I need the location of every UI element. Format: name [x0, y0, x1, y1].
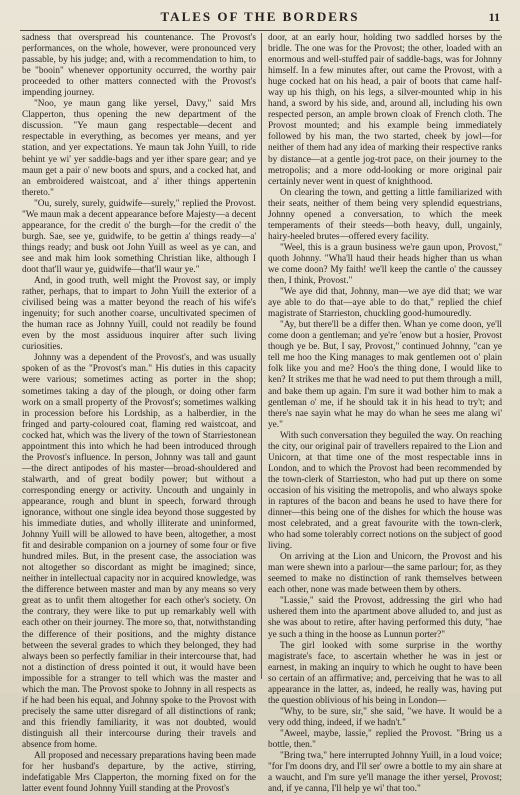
paragraph: "We aye did that, Johnny, man—we aye did that; we war aye able to do that—aye able to do that," replied the chief magistrate of Starrieston, chuckling good-humouredly. [268, 287, 502, 320]
paragraph: sadness that overspread his countenance. The Provost's performances, on the whole, however, were pronounced very passable, by his judge; and, with a recommendation to him, to be "booin" whenever opportunity occurred, the worthy pair proceeded to other matters connected with the Provost's impending journey. [22, 33, 256, 99]
paragraph: "Aweel, maybe, lassie," replied the Provost. "Bring us a bottle, then." [268, 728, 502, 750]
paragraph: door, at an early hour, holding two saddled horses by the bridle. The one was for the Provost; the other, loaded with an enormous and well-stuffed pair of saddle-bags, was for Johnny himself. In a few minutes after, out came the Provost, with a huge cocked hat on his head, a pair of boots that came half-way up his thigh, on his legs, a silver-mounted whip in his hand, a sword by his side, and, around all, including his own respected person, an ample brown cloak of French cloth. The Provost mounted; and his example being immediately followed by his man, the two started, cheek by jowl—for neither of them had any idea of marking their respective ranks by distance—at a gentle jog-trot pace, on their journey to the metropolis; and a more odd-looking or more original pair certainly never went in quest of knighthood. [268, 33, 503, 187]
paragraph: The girl looked with some surprise in the worthy magistrate's face, to ascertain whether he was in jest or earnest, in making an inquiry to which he ought to have been so certain of an affirmative; and, perceiving that he was to all appearance in the latter, as, indeed, he really was, having put the question oblivious of his being in London— [268, 640, 502, 706]
paragraph: All proposed and necessary preparations having been made for her husband's departure, by the active, stirring, indefatigable Mrs Clapperton, the morning fixed on for the latter event found Johnny Yuill standing at the Provost's [22, 751, 256, 795]
paragraph: "Noo, ye maun gang like yersel, Davy," said Mrs Clapperton, thus opening the new department of the discussion. "Ye maun gang respectable—decent and respectable in everything, as becomes yer means, and yer station, and yer expectations. Ye maun tak John Yuill, to ride behint ye wi' yer saddle-bags and yer ither spare gear; and ye maun get a pair o' new boots and spurs, and a cocked hat, and an embroidered waistcoat, and a' ither things appertenin thereto." [22, 99, 256, 198]
right-column [263, 33, 503, 795]
paragraph: "Weel, this is a graun business we're gaun upon, Provost," quoth Johnny. "Wha'll haud their heads higher than us whan we come doon? My faith! we'll keep the cantle o' the caussey then, I think, Provost." [268, 242, 502, 287]
paragraph: "Why, to be sure, sir," she said, "we have. It would be a very odd thing, indeed, if we hadn't." [268, 706, 502, 728]
paragraph: "Ou, surely, surely, guidwife—surely," replied the Provost. "We maun mak a decent appearance before Majesty—a decent appearance, for the credit o' the burgh—for the credit o' the burgh. Sae, see ye, guidwife, to be gettin a' things ready—a' things ready; and busk oot John Yuill as weel as ye can, and see and mak him look something Christian like, although I doot that'll waur ye, guidwife—that'll waur ye." [22, 198, 256, 275]
column-rule [261, 33, 262, 679]
page-number: 11 [488, 10, 500, 24]
paragraph: "Ay, but there'll be a differ then. Whan ye come doon, ye'll come doon a gentleman; and ye're 'enow but a hosier, Provost though ye be. But, I say, Provost," continued Johnny, "can ye tell me hoo the King manages to mak gentlemen oot o' plain folk like you and me? Hoo's the thing done, I would like to ken? It strikes me that he wad need to put them through a mill, and bake them up again. I'm sure it wad bother him to mak a gentleman o' me, if he should tak it in his head to try't; and there's nae sayin what he may do whan he sees me alang wi' ye." [268, 320, 502, 430]
paragraph: Johnny was a dependent of the Provost's, and was usually spoken of as the "Provost's man." His duties in this capacity were various; sometimes acting as porter in the shop; sometimes taking a day of the plough, or doing other farm work on a small property of the Provost's; sometimes walking in procession before his Lordship, as a halberdier, in the fringed and party-coloured coat, flaming red waistcoat, and cocked hat, which was the livery of the town of Starriestonean appointment this into which he had been introduced through the Provost's influence. In person, Johnny was tall and gaunt—the direct antipodes of his master—broad-shouldered and stalwarth, and of great bodily power; but without a corresponding energy or activity. Uncouth and ungainly in appearance, rough and blunt in speech, forward through ignorance, without one single idea beyond those suggested by his immediate duties, and wholly illiterate and uninformed, Johnny Yuill will be allowed to have been, altogether, a most fit and desirable companion on a journey of some four or five hundred miles. But, in the present case, the association was not altogether so discordant as might be imagined; since, neither in intellectual capacity nor in acquired knowledge, was the difference between master and man by any means so very great as to unfit them altogether for each other's society. On the contrary, they were like to put up remarkably well with each other on their journey. The more so, that, notwithstanding the difference of their positions, and the mighty distance between the several grades to which they belonged, they had always been so perfectly familiar in their intercourse that, had not a distinction of dress pointed it out, it would have been impossible for a stranger to tell which was the master and which the man. The Provost spoke to Johnny in all respects as if he had been his equal, and Johnny spoke to the Provost with precisely the same utter disregard of all distinctions of rank; and this friendly familiarity, it was not doubted, would distinguish all their intercourse during their travels and absence from home. [22, 353, 256, 750]
paragraph: With such conversation they beguiled the way. On reaching the city, our original pair of travellers repaired to the Lion and Unicorn, at that time one of the most respectable inns in London, and to which the Provost had been recommended by the town-clerk of Starrieston, who had put up there on some occasion of his visiting the metropolis, and who always spoke in raptures of the bacon and beans he used to have there for dinner—this being one of the dishes for which the house was most celebrated, and a great favourite with the town-clerk, who had some tolerably correct notions on the subject of good living. [268, 430, 502, 552]
paragraph: "Lassie," said the Provost, addressing the girl who had ushered them into the apartment above alluded to, and just as she was about to retire, after having performed this duty, "hae ye such a thing in the hoose as Lunnun porter?" [268, 596, 502, 640]
paragraph: On arriving at the Lion and Unicorn, the Provost and his man were shewn into a parlour—the same parlour; for, as they seemed to make no distinction of rank themselves between each other, none was made between them by others. [268, 552, 502, 596]
paragraph: And, in good truth, well might the Provost say, or imply rather, perhaps, that to impart to John Yuill the exterior of a civilised being was a matter beyond the reach of his wife's ingenuity; for such another coarse, uncultivated specimen of the human race as Johnny Yuill, could not readily be found even by the most assiduous inquirer after such living curiosities. [22, 276, 256, 353]
paragraph: "Bring twa," here interrupted Johnny Yuill, in a loud voice; "for I'm doons dry, and I'll ser' owre a bottle to my ain share at a waucht, and I'm sure ye'll manage the ither yersel, Provost; and, if ye canna, I'll help ye wi' that too." [268, 751, 502, 795]
left-column [22, 33, 260, 795]
running-title: TALES OF THE BORDERS [160, 9, 360, 24]
paragraph: On clearing the town, and getting a little familiarized with their seats, neither of them being very splendid equestrians, Johnny opened a conversation, to which the meek temperaments of their steeds—both heavy, dull, ungainly, hairy-heeled brutes—offered every facility. [268, 187, 502, 242]
running-header [20, 4, 500, 31]
text-columns [22, 33, 503, 795]
